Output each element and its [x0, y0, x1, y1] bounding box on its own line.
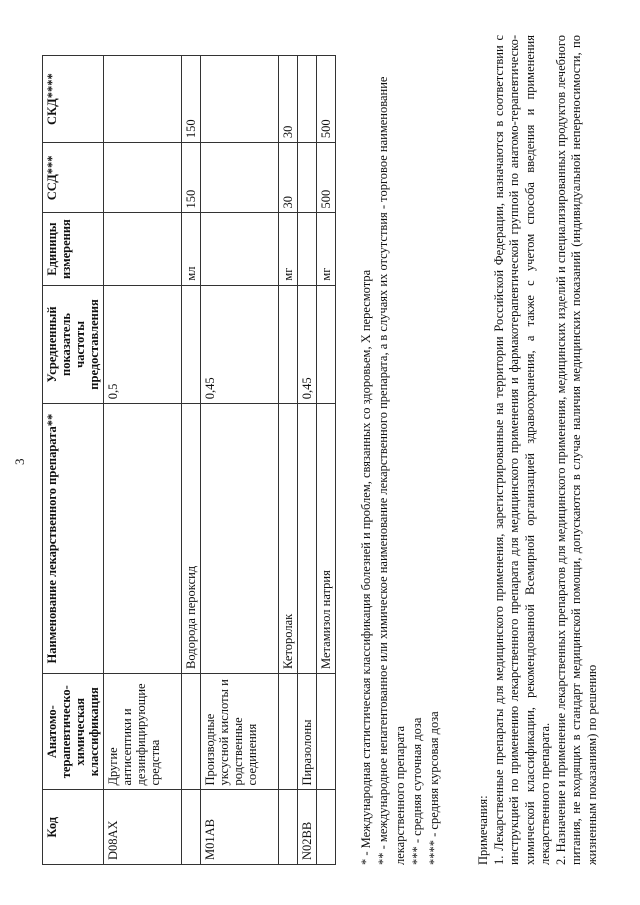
cell-unit: мг	[279, 213, 298, 285]
cell-skd	[298, 56, 317, 143]
cell-skd: 30	[279, 56, 298, 143]
header-atc: Анатомо-терапевтическо-химическая классификация	[43, 673, 104, 790]
cell-skd	[201, 56, 279, 143]
header-unit: Единицы измерения	[43, 213, 104, 285]
note-paragraph: 2. Назначение и применение лекарственных препаратов для медицинского применения, медицинских изделий и специализированных продуктов лечебного питания, не входящих в стандарт медицинской помощи, допускаются в случае наличия медицинских показаний (индивидуальной непереносимости, по жизненным показаниям) по решению	[553, 35, 599, 865]
header-ssd: ССД***	[43, 143, 104, 213]
cell-drug	[201, 404, 279, 674]
table-row	[201, 56, 279, 865]
header-frequency: Усредненный показатель частоты предоставления	[43, 285, 104, 404]
cell-ssd	[201, 143, 279, 213]
cell-frequency: 0,45	[298, 285, 317, 404]
notes-section	[476, 35, 600, 865]
cell-drug	[298, 404, 317, 674]
cell-frequency: 0,5	[104, 285, 182, 404]
cell-skd: 500	[317, 56, 336, 143]
cell-atc: Пиразолоны	[298, 673, 317, 790]
cell-skd: 150	[182, 56, 201, 143]
cell-frequency	[317, 285, 336, 404]
cell-unit: мл	[182, 213, 201, 285]
page-number: 3	[12, 458, 27, 465]
table-row	[104, 56, 182, 865]
table-row	[182, 56, 201, 865]
cell-code	[317, 790, 336, 865]
footnote: **** - средняя курсовая доза	[427, 711, 441, 865]
drug-table	[42, 55, 336, 865]
cell-atc: Производные уксусной кислоты и родственные соединения	[201, 673, 279, 790]
cell-frequency	[182, 285, 201, 404]
cell-code	[279, 790, 298, 865]
cell-code: M01AB	[201, 790, 279, 865]
header-code: Код	[43, 790, 104, 865]
table-row	[298, 56, 317, 865]
cell-code: D08AX	[104, 790, 182, 865]
cell-unit	[201, 213, 279, 285]
cell-atc	[182, 673, 201, 790]
notes-title: Примечания:	[476, 795, 490, 865]
cell-ssd: 500	[317, 143, 336, 213]
cell-atc	[279, 673, 298, 790]
cell-drug: Водорода пероксид	[182, 404, 201, 674]
cell-code	[182, 790, 201, 865]
footnotes	[358, 45, 443, 865]
footnote: * - Международная статистическая классификация болезней и проблем, связанных со здоровьем, Х пересмотра	[359, 269, 373, 865]
table-header-row	[43, 56, 104, 865]
header-drug: Наименование лекарственного препарата**	[43, 404, 104, 674]
table-row	[279, 56, 298, 865]
cell-ssd: 150	[182, 143, 201, 213]
note-paragraph: 1. Лекарственные препараты для медицинского применения, зарегистрированные на территории Российской Федерации, назначаются в соответствии с инструкцией по применению лекарственного препарата для медицинского применения и фармакотерапевтической группой по анатомо-терапевтическо-химической классификации, рекомендованной Всемирной организацией здравоохранения, а также с учетом способа введения и применения лекарственного препарата.	[491, 35, 552, 865]
cell-unit	[104, 213, 182, 285]
cell-skd	[104, 56, 182, 143]
header-skd: СКД****	[43, 56, 104, 143]
cell-frequency: 0,45	[201, 285, 279, 404]
cell-unit	[298, 213, 317, 285]
cell-ssd	[104, 143, 182, 213]
cell-drug: Кеторолак	[279, 404, 298, 674]
cell-atc: Другие антисептики и дезинфицирующие средства	[104, 673, 182, 790]
table-row	[317, 56, 336, 865]
cell-frequency	[279, 285, 298, 404]
footnote: *** - средняя суточная доза	[410, 717, 424, 865]
cell-code: N02BB	[298, 790, 317, 865]
cell-ssd	[298, 143, 317, 213]
footnote: ** - международное непатентованное или химическое наименование лекарственного препарата, а в случаях их отсутствия - торговое наименование лекарственного препарата	[376, 76, 407, 865]
cell-atc	[317, 673, 336, 790]
cell-drug: Метамизол натрия	[317, 404, 336, 674]
cell-ssd: 30	[279, 143, 298, 213]
cell-drug	[104, 404, 182, 674]
cell-unit: мг	[317, 213, 336, 285]
